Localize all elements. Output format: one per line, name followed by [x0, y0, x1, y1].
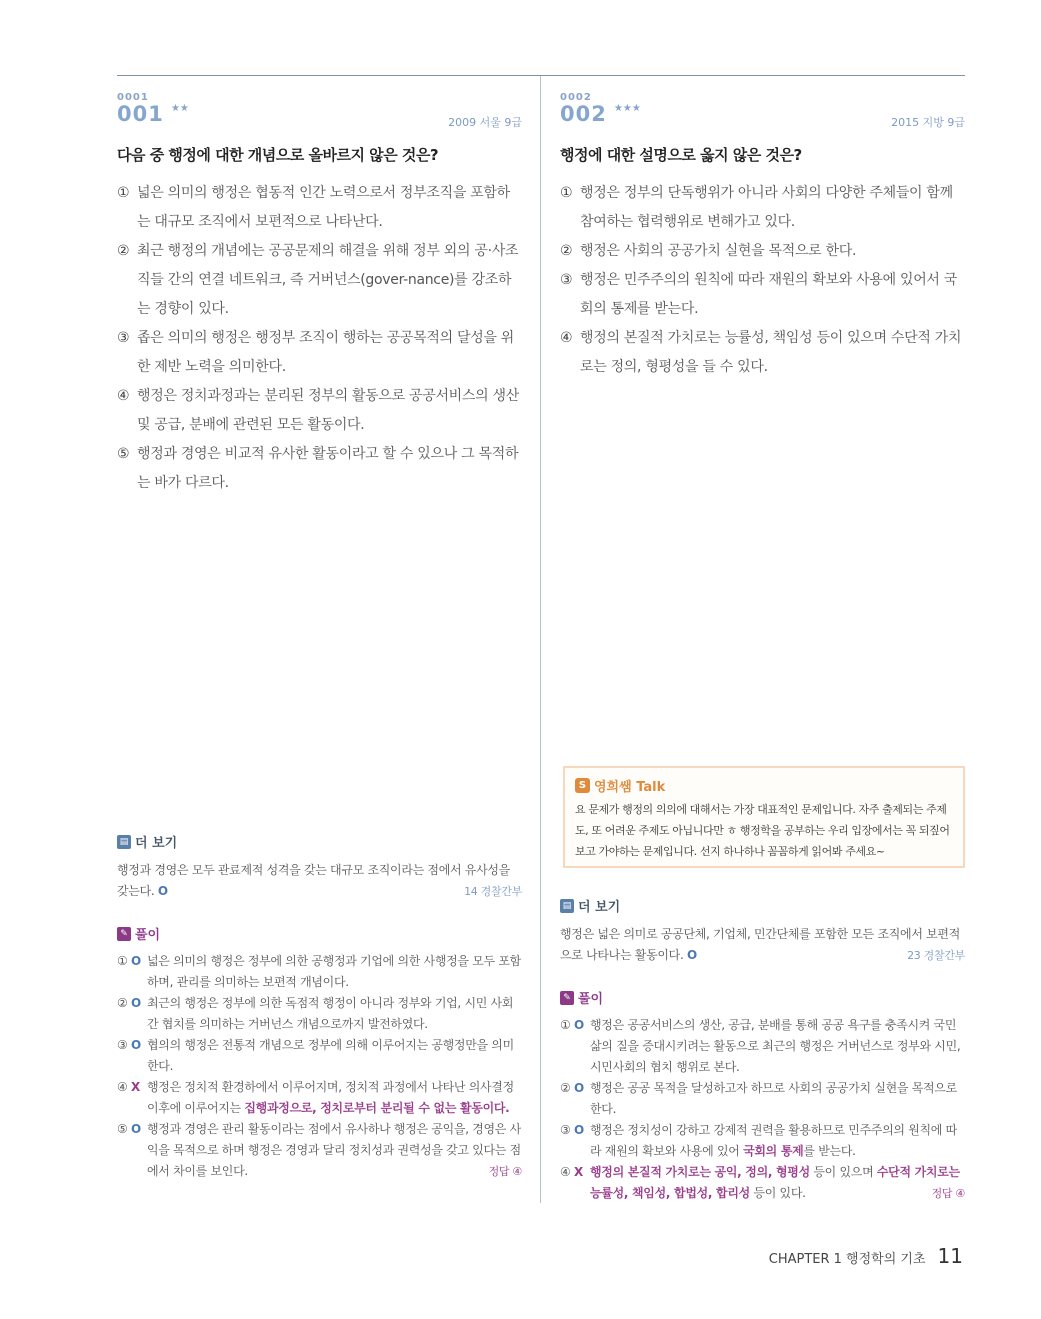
- solution-title: [560, 988, 965, 1007]
- solution-text: [147, 1035, 522, 1077]
- text-segment: 넓은 의미의 행정은 정부에 의한 공행정과 기업에 의한 사행정을 모두 포함하며, 관리를 의미하는 보편적 개념이다.: [147, 954, 521, 989]
- choice-number: ⑤: [117, 446, 130, 462]
- highlight-text: 집행과정으로, 정치로부터 분리될 수 없는 활동이다.: [244, 1101, 510, 1115]
- page-footer: [769, 1244, 963, 1268]
- answer-label: 정답 ④: [488, 1165, 522, 1178]
- more-title-label: 더 보기: [135, 836, 178, 851]
- question-number: 001: [117, 102, 164, 126]
- answer-label: 정답 ④: [931, 1187, 965, 1200]
- solution-number: [117, 1119, 147, 1182]
- solution-list: [117, 951, 522, 1182]
- choice-text: 행정은 정치과정과는 분리된 정부의 활동으로 공공서비스의 생산 및 공급, 분배에 관련된 모든 활동이다.: [137, 388, 519, 433]
- solution-item: [560, 1162, 965, 1204]
- more-body: 행정과 경영은 모두 관료제적 성격을 갖는 대규모 조직이라는 점에서 유사성을 갖는다.: [117, 863, 510, 898]
- text-segment: 최근의 행정은 정부에 의한 독점적 행정이 아니라 정부와 기업, 시민 사회 간 협치를 의미하는 거버넌스 개념으로까지 발전하였다.: [147, 996, 514, 1031]
- highlight-text: 수단적 가치로는 능률성, 책임성, 합법성, 합리성: [590, 1165, 960, 1200]
- solution-index: ③: [560, 1123, 574, 1137]
- difficulty-stars-icon: ★★: [170, 103, 189, 114]
- solution-number: [560, 1120, 590, 1162]
- text-segment: 행정은 공공서비스의 생산, 공급, 분배를 통해 공공 욕구를 충족시켜 국민 삶의 질을 증대시키려는 활동으로 최근의 행정은 거버넌스로 정부와 시민, 시민사회의 협치 행위로 본다.: [590, 1018, 961, 1074]
- text-segment: 협의의 행정은 전통적 개념으로 정부에 의해 이루어지는 공행정만을 의미한다.: [147, 1038, 514, 1073]
- more-title: [117, 832, 522, 851]
- top-rule: [117, 75, 965, 76]
- choice-text: 넓은 의미의 행정은 협동적 인간 노력으로서 정부조직을 포함하는 대규모 조직에서 보편적으로 나타난다.: [137, 185, 510, 230]
- solution-number: [560, 1078, 590, 1120]
- choice-list: [560, 179, 965, 382]
- more-source: 23 경찰간부: [907, 949, 965, 962]
- more-title: [560, 896, 965, 915]
- choice-text: 최근 행정의 개념에는 공공문제의 해결을 위해 정부 외의 공·사조직들 간의 연결 네트워크, 즉 거버넌스(gover-nance)를 강조하는 경향이 있다.: [137, 243, 519, 317]
- more-body: 행정은 넓은 의미로 공공단체, 기업체, 민간단체를 포함한 모든 조직에서 보편적으로 나타나는 활동이다.: [560, 927, 961, 962]
- more-title-label: 더 보기: [578, 900, 621, 915]
- chapter-label: CHAPTER 1 행정학의 기초: [768, 1252, 926, 1267]
- solution-text: [590, 1162, 965, 1204]
- teacher-talk-box: [563, 766, 965, 868]
- solution-index: ⑤: [117, 1122, 131, 1136]
- question-text: 행정에 대한 설명으로 옳지 않은 것은?: [560, 146, 802, 164]
- highlight-text: 행정의 본질적 가치로는 공익, 정의, 형평성: [590, 1165, 810, 1179]
- solution-box-1: [117, 924, 522, 1182]
- o-mark: O: [157, 884, 168, 898]
- solution-index: ②: [117, 996, 131, 1010]
- talk-text: 요 문제가 행정의 의의에 대해서는 가장 대표적인 문제입니다. 자주 출제되는 주제도, 또 어려운 주제도 아닙니다만 ㅎ 행정학을 공부하는 우리 입장에서는 꼭 되짚어보고 가야하는 문제입니다. 선지 하나하나 꼼꼼하게 읽어봐 주세요~: [575, 803, 950, 858]
- question-text: 다음 중 행정에 대한 개념으로 올바르지 않은 것은?: [117, 146, 439, 164]
- x-mark: X: [573, 1165, 583, 1179]
- solution-text: [147, 1119, 522, 1182]
- solution-item: [117, 1119, 522, 1182]
- o-mark: O: [130, 1038, 141, 1052]
- choice-number: ③: [117, 330, 130, 346]
- choice-item: [117, 440, 522, 498]
- talk-title: [575, 776, 953, 795]
- o-mark: O: [573, 1081, 584, 1095]
- solution-index: ①: [117, 954, 131, 968]
- solution-item: [117, 993, 522, 1035]
- question-number: 002: [560, 102, 607, 126]
- solution-text: [590, 1015, 965, 1078]
- solution-index: ②: [560, 1081, 574, 1095]
- solution-item: [117, 951, 522, 993]
- x-mark: X: [130, 1080, 140, 1094]
- page-number: 11: [937, 1244, 963, 1268]
- choice-item: [117, 237, 522, 324]
- more-source: 14 경찰간부: [464, 885, 522, 898]
- text-segment: 등이 있다.: [749, 1186, 806, 1200]
- choice-item: [117, 179, 522, 237]
- solution-number: [560, 1162, 590, 1204]
- o-mark: O: [130, 996, 141, 1010]
- question-small-number: 0002: [560, 92, 592, 103]
- choice-text: 행정의 본질적 가치로는 능률성, 책임성 등이 있으며 수단적 가치로는 정의, 형평성을 들 수 있다.: [580, 330, 962, 375]
- pencil-icon: ✎: [117, 927, 131, 941]
- choice-number: ①: [117, 185, 130, 201]
- choice-number: ①: [560, 185, 573, 201]
- question-block-1: [117, 92, 522, 498]
- choice-number: ②: [117, 243, 130, 259]
- solution-number: [560, 1015, 590, 1078]
- more-text: [560, 924, 965, 966]
- solution-number: [117, 1035, 147, 1077]
- exam-source: 2015 지방 9급: [891, 116, 965, 129]
- more-icon: ▤: [117, 835, 131, 849]
- solution-number: [117, 993, 147, 1035]
- choice-text: 행정과 경영은 비교적 유사한 활동이라고 할 수 있으나 그 목적하는 바가 다르다.: [137, 446, 519, 491]
- highlight-text: 국회의 통제: [743, 1144, 804, 1158]
- solution-item: [117, 1035, 522, 1077]
- o-mark: O: [573, 1018, 584, 1032]
- solution-item: [560, 1015, 965, 1078]
- more-box-1: [117, 832, 522, 902]
- solution-box-2: [560, 988, 965, 1204]
- choice-number: ④: [117, 388, 130, 404]
- choice-item: [560, 179, 965, 237]
- text-segment: 행정은 정치성이 강하고 강제적 권력을 활용하므로 민주주의의 원칙에 따라 재원의 확보와 사용에 있어: [590, 1123, 957, 1158]
- solution-index: ③: [117, 1038, 131, 1052]
- choice-text: 좁은 의미의 행정은 행정부 조직이 행하는 공공목적의 달성을 위한 제반 노력을 의미한다.: [137, 330, 515, 375]
- o-mark: O: [130, 954, 141, 968]
- solution-item: [117, 1077, 522, 1119]
- solution-title-label: 풀이: [135, 928, 161, 943]
- solution-number: [117, 951, 147, 993]
- choice-number: ②: [560, 243, 573, 259]
- text-segment: 행정은 공공 목적을 달성하고자 하므로 사회의 공공가치 실현을 목적으로 한다.: [590, 1081, 957, 1116]
- solution-text: [147, 1077, 522, 1119]
- question-header: [117, 92, 522, 134]
- choice-number: ④: [560, 330, 573, 346]
- text-segment: 행정은 정치적 환경하에서 이루어지며, 정치적 과정에서 나타난 의사결정 이후에 이루어지는: [147, 1080, 514, 1115]
- question-header: [560, 92, 965, 134]
- pencil-icon: ✎: [560, 991, 574, 1005]
- text-segment: 행정과 경영은 관리 활동이라는 점에서 유사하나 행정은 공익을, 경영은 사익을 목적으로 하며 행정은 경영과 달리 정치성과 권력성을 갖고 있다는 점에서 차이를 보인다.: [147, 1122, 521, 1178]
- difficulty-stars-icon: ★★★: [613, 103, 641, 114]
- choice-list: [117, 179, 522, 498]
- text-segment: 등이 있으며: [809, 1165, 877, 1179]
- more-text: [117, 860, 522, 902]
- choice-number: ③: [560, 272, 573, 288]
- solution-text: [590, 1120, 965, 1162]
- solution-index: ④: [117, 1080, 131, 1094]
- choice-item: [117, 382, 522, 440]
- choice-item: [117, 324, 522, 382]
- solution-text: [147, 951, 522, 993]
- solution-text: [147, 993, 522, 1035]
- choice-item: [560, 266, 965, 324]
- solution-item: [560, 1078, 965, 1120]
- choice-item: [560, 237, 965, 266]
- choice-text: 행정은 사회의 공공가치 실현을 목적으로 한다.: [580, 243, 857, 259]
- o-mark: O: [130, 1122, 141, 1136]
- more-icon: ▤: [560, 899, 574, 913]
- talk-logo-icon: S: [575, 778, 590, 793]
- choice-item: [560, 324, 965, 382]
- solution-index: ①: [560, 1018, 574, 1032]
- column-divider: [540, 76, 541, 1203]
- o-mark: O: [686, 948, 697, 962]
- question-small-number: 0001: [117, 92, 149, 103]
- exam-source: 2009 서울 9급: [448, 116, 522, 129]
- more-box-2: [560, 896, 965, 966]
- choice-text: 행정은 민주주의의 원칙에 따라 재원의 확보와 사용에 있어서 국회의 통제를 받는다.: [580, 272, 958, 317]
- text-segment: 를 받는다.: [803, 1144, 856, 1158]
- talk-title-label: 영희쌤 Talk: [594, 780, 666, 795]
- solution-title-label: 풀이: [578, 992, 604, 1007]
- solution-title: [117, 924, 522, 943]
- solution-number: [117, 1077, 147, 1119]
- solution-index: ④: [560, 1165, 574, 1179]
- solution-text: [590, 1078, 965, 1120]
- choice-text: 행정은 정부의 단독행위가 아니라 사회의 다양한 주체들이 함께 참여하는 협력행위로 변해가고 있다.: [580, 185, 953, 230]
- solution-list: [560, 1015, 965, 1204]
- question-block-2: [560, 92, 965, 382]
- o-mark: O: [573, 1123, 584, 1137]
- solution-item: [560, 1120, 965, 1162]
